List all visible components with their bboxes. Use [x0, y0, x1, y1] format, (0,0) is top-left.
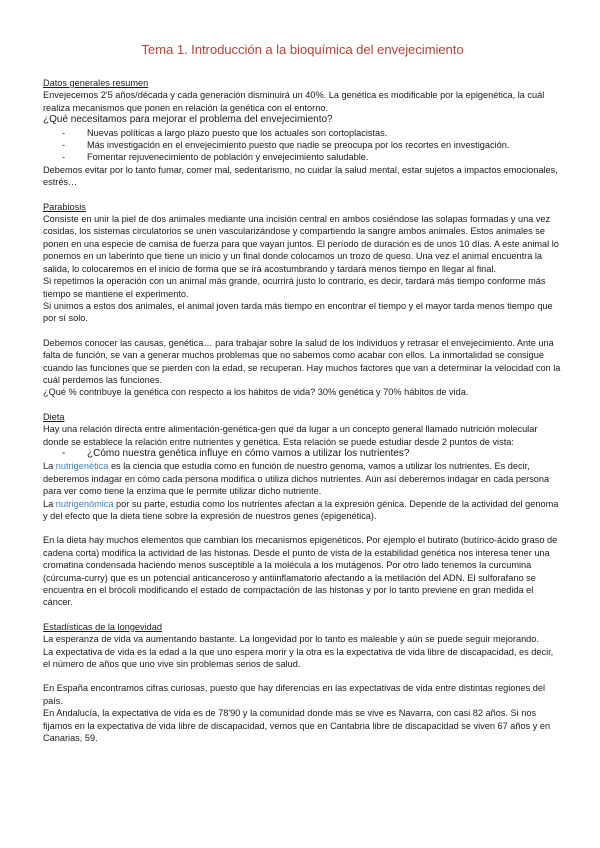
paragraph: Envejecemos 2'5 años/década y cada generación disminuirá un 40%. La genética es modificable por la epigenética, la cuál realiza mecanismos que ponen en relación la genética con el entorno. — [43, 90, 545, 113]
keyword-nutrigenetica: nutrigenética — [55, 461, 109, 472]
question-paragraph: ¿Qué necesitamos para mejorar el problema del envejecimiento? — [43, 114, 333, 126]
paragraph-nutrigenomica: La nutrigenómica por su parte, estudia como los nutrientes afectan a la expresión génica. Depende de la actividad del genoma y del efecto que la dieta tiene sobre la expresión de nuestros genes (epigenética). — [43, 498, 559, 521]
spacer — [43, 522, 562, 534]
section-heading: Estadísticas de la longevidad — [43, 621, 163, 632]
paragraph: ¿Qué % contribuye la genética con respecto a los hábitos de vida? 30% genética y 70% hábitos de vida. — [43, 387, 469, 398]
list-item: - Fomentar rejuvenecimiento de población y envejecimiento saludable. — [43, 151, 562, 163]
section-heading: Datos generales resumen — [43, 78, 149, 88]
paragraph: Debemos evitar por lo tanto fumar, comer mal, sedentarismo, no cuidar la salud mental, estar sujetos a impactos emocionales, estrés… — [43, 164, 558, 188]
spacer — [43, 670, 562, 682]
section-dieta — [43, 411, 562, 609]
bullet-list — [43, 448, 562, 460]
paragraph: La esperanza de vida va aumentando bastante. La longevidad por lo tanto es maleable y aún se puede seguir mejorando. — [43, 634, 539, 645]
paragraph: Si unimos a estos dos animales, el animal joven tarda más tiempo en encontrar el tiempo y el mayor tarda menos tiempo que por sí solo. — [43, 300, 553, 324]
paragraph: La expectativa de vida es la edad a la que uno espera morir y la otra es la expectativa de vida libre de discapacidad, es decir, el número de años que uno vive sin problemas serios de salud. — [43, 646, 554, 670]
spacer — [43, 325, 562, 337]
paragraph: En Andalucía, la expectativa de vida es de 78'90 y la comunidad donde más se vive es Navarra, con casi 82 años. Si nos fijamos en la expectativa de vida libre de discapacidad, vemos que en Cantabria libre de discapacidad se viven 67 años y en Canarias, 59. — [43, 708, 551, 744]
list-item: - ¿Cómo nuestra genética influye en cómo vamos a utilizar los nutrientes? — [43, 448, 562, 460]
section-parabiosis — [43, 201, 562, 399]
section-heading: Parabiosis — [43, 201, 86, 212]
page-title: Tema 1. Introducción a la bioquímica del envejecimiento — [141, 42, 464, 57]
section-estadisticas — [43, 621, 562, 745]
paragraph: En la dieta hay muchos elementos que cambian los mecanismos epigenéticos. Por ejemplo el butirato (butírico-ácido graso de cadena corta) modifica la actividad de las histonas. Desde el punto de vista de la estabilidad genética nos interesa tener una cromatina condensada haciendo menos susceptible a la molécula a los mutágenos. Por otro lado tenemos la curcumina (cúrcuma-curry) que es un potencial anticanceroso y antiinflamatorio afectando a la metilación del ADN. El sulforafano se encuentra en el brócoli modificando el estado de compactación de las histonas y por lo tanto previene en gran medida el cáncer. — [43, 535, 558, 608]
section-datos-generales — [43, 77, 562, 189]
list-item: - Más investigación en el envejecimiento puesto que nadie se preocupa por los recortes en investigación. — [43, 139, 562, 151]
paragraph-nutrigenetica: La nutrigenética es la ciencia que estudia como en función de nuestro genoma, vamos a utilizar los nutrientes. Es decir, deberemos indagar en cómo cada persona modifica o utiliza dichos nutrientes. Aún así deberemos indagar en cada persona para ver como tiene la enzima que le permite utilizar dicho nutriente. — [43, 461, 550, 497]
list-item: - Nuevas políticas a largo plazo puesto que los actuales son cortoplacistas. — [43, 127, 562, 139]
paragraph: Debemos conocer las causas, genética… para trabajar sobre la salud de los individuos y retrasar el envejecimiento. Ante una falta de función, se van a generar muchos problemas que no sabemos como acabar con ellos. La inmortalidad se consigue cuando las funciones que se pierden con la edad, se recuperan. Hay muchos factores que van a determinar la velocidad con la cuál perdemos las funciones. — [43, 337, 561, 385]
keyword-nutrigenomica: nutrigenómica — [55, 498, 114, 509]
paragraph: Consiste en unir la piel de dos animales mediante una incisión central en ambos cosiéndose las solapas formadas y una vez cosidas, los sistemas circulatorios se unen vascularizándose y compartiendo la sangre ambos animales. Estos animales se ponen en una especie de camisa de fuerza para que vayan juntos. El período de duración es de unos 10 días. A este animal lo ponemos en un laberinto que tiene un inicio y un final donde colocamos un trozo de queso. Una vez el animal encuentra la salida, lo colocaremos en el inicio de forma que se irá acostumbrando y tardará menos tiempo en llegar al final. — [43, 214, 559, 274]
paragraph: En España encontramos cifras curiosas, puesto que hay diferencias en las expectativas de vida entre distintas regiones del país. — [43, 683, 546, 706]
paragraph: Si repetimos la operación con un animal más grande, ocurrirá justo lo contrario, es decir, tardará más tiempo conforme más tiempo se mantiene el experimento. — [43, 276, 546, 299]
paragraph: Hay una relación directa entre alimentación-genética-gen que da lugar a un concepto general llamado nutrición molecular donde se establece la relación entre nutrientes y genética. Esta relación se puede estudiar desde 2 puntos de vista: — [43, 424, 538, 447]
section-heading: Dieta — [43, 411, 65, 422]
bullet-list — [43, 127, 562, 164]
